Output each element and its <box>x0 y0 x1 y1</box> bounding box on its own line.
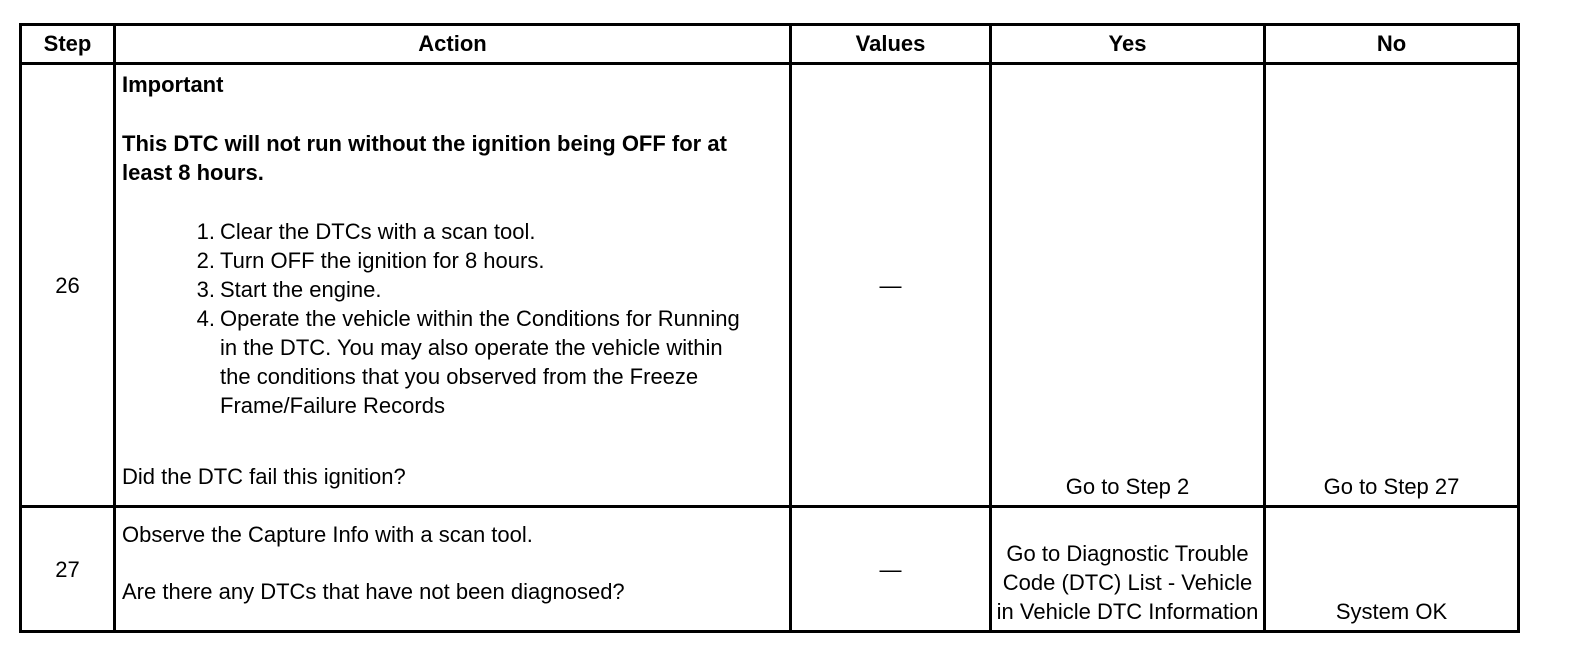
list-item-text: Clear the DTCs with a scan tool. <box>220 219 536 244</box>
values-dash: — <box>879 556 902 582</box>
step-number: 27 <box>21 507 115 632</box>
no-cell <box>1265 507 1519 632</box>
important-heading: Important <box>122 72 224 97</box>
header-values: Values <box>791 25 991 64</box>
step-number: 26 <box>21 64 115 507</box>
question-text: Did the DTC fail this ignition? <box>122 464 406 489</box>
values-cell <box>791 64 991 507</box>
table-row-step-27 <box>21 507 1519 632</box>
no-text: System OK <box>1335 599 1448 624</box>
header-step: Step <box>21 25 115 64</box>
action-cell <box>115 64 791 507</box>
table-row-step-26 <box>21 64 1519 507</box>
procedure-list <box>122 217 783 420</box>
list-item-number: 4. <box>196 306 215 331</box>
header-no: No <box>1265 25 1519 64</box>
yes-cell <box>991 64 1265 507</box>
yes-text: Go to Diagnostic Trouble Code (DTC) List - Vehicle in Vehicle DTC Information <box>996 541 1259 624</box>
no-text: Go to Step 27 <box>1323 474 1460 499</box>
values-dash: — <box>879 272 902 298</box>
action-cell <box>115 507 791 632</box>
yes-cell <box>991 507 1265 632</box>
header-row <box>21 25 1519 64</box>
values-cell <box>791 507 991 632</box>
yes-text: Go to Step 2 <box>1065 474 1190 499</box>
list-item-number: 2. <box>196 248 215 273</box>
diagnostic-table <box>19 23 1520 633</box>
list-item-text: Turn OFF the ignition for 8 hours. <box>220 248 545 273</box>
list-item <box>122 275 783 304</box>
action-text: Observe the Capture Info with a scan tool. <box>122 522 533 547</box>
header-yes: Yes <box>991 25 1265 64</box>
list-item-number: 1. <box>196 219 215 244</box>
header-action: Action <box>115 25 791 64</box>
list-item <box>122 246 783 275</box>
list-item-text: Operate the vehicle within the Conditions for Running in the DTC. You may also operate the vehicle within the conditions that you observed from the Freeze Frame/Failure Records <box>220 306 740 418</box>
list-item <box>122 217 783 246</box>
list-item-number: 3. <box>196 277 215 302</box>
important-text: This DTC will not run without the ignition being OFF for at least 8 hours. <box>122 131 727 185</box>
no-cell <box>1265 64 1519 507</box>
list-item <box>122 304 783 420</box>
question-text: Are there any DTCs that have not been diagnosed? <box>122 579 625 604</box>
list-item-text: Start the engine. <box>220 277 382 302</box>
